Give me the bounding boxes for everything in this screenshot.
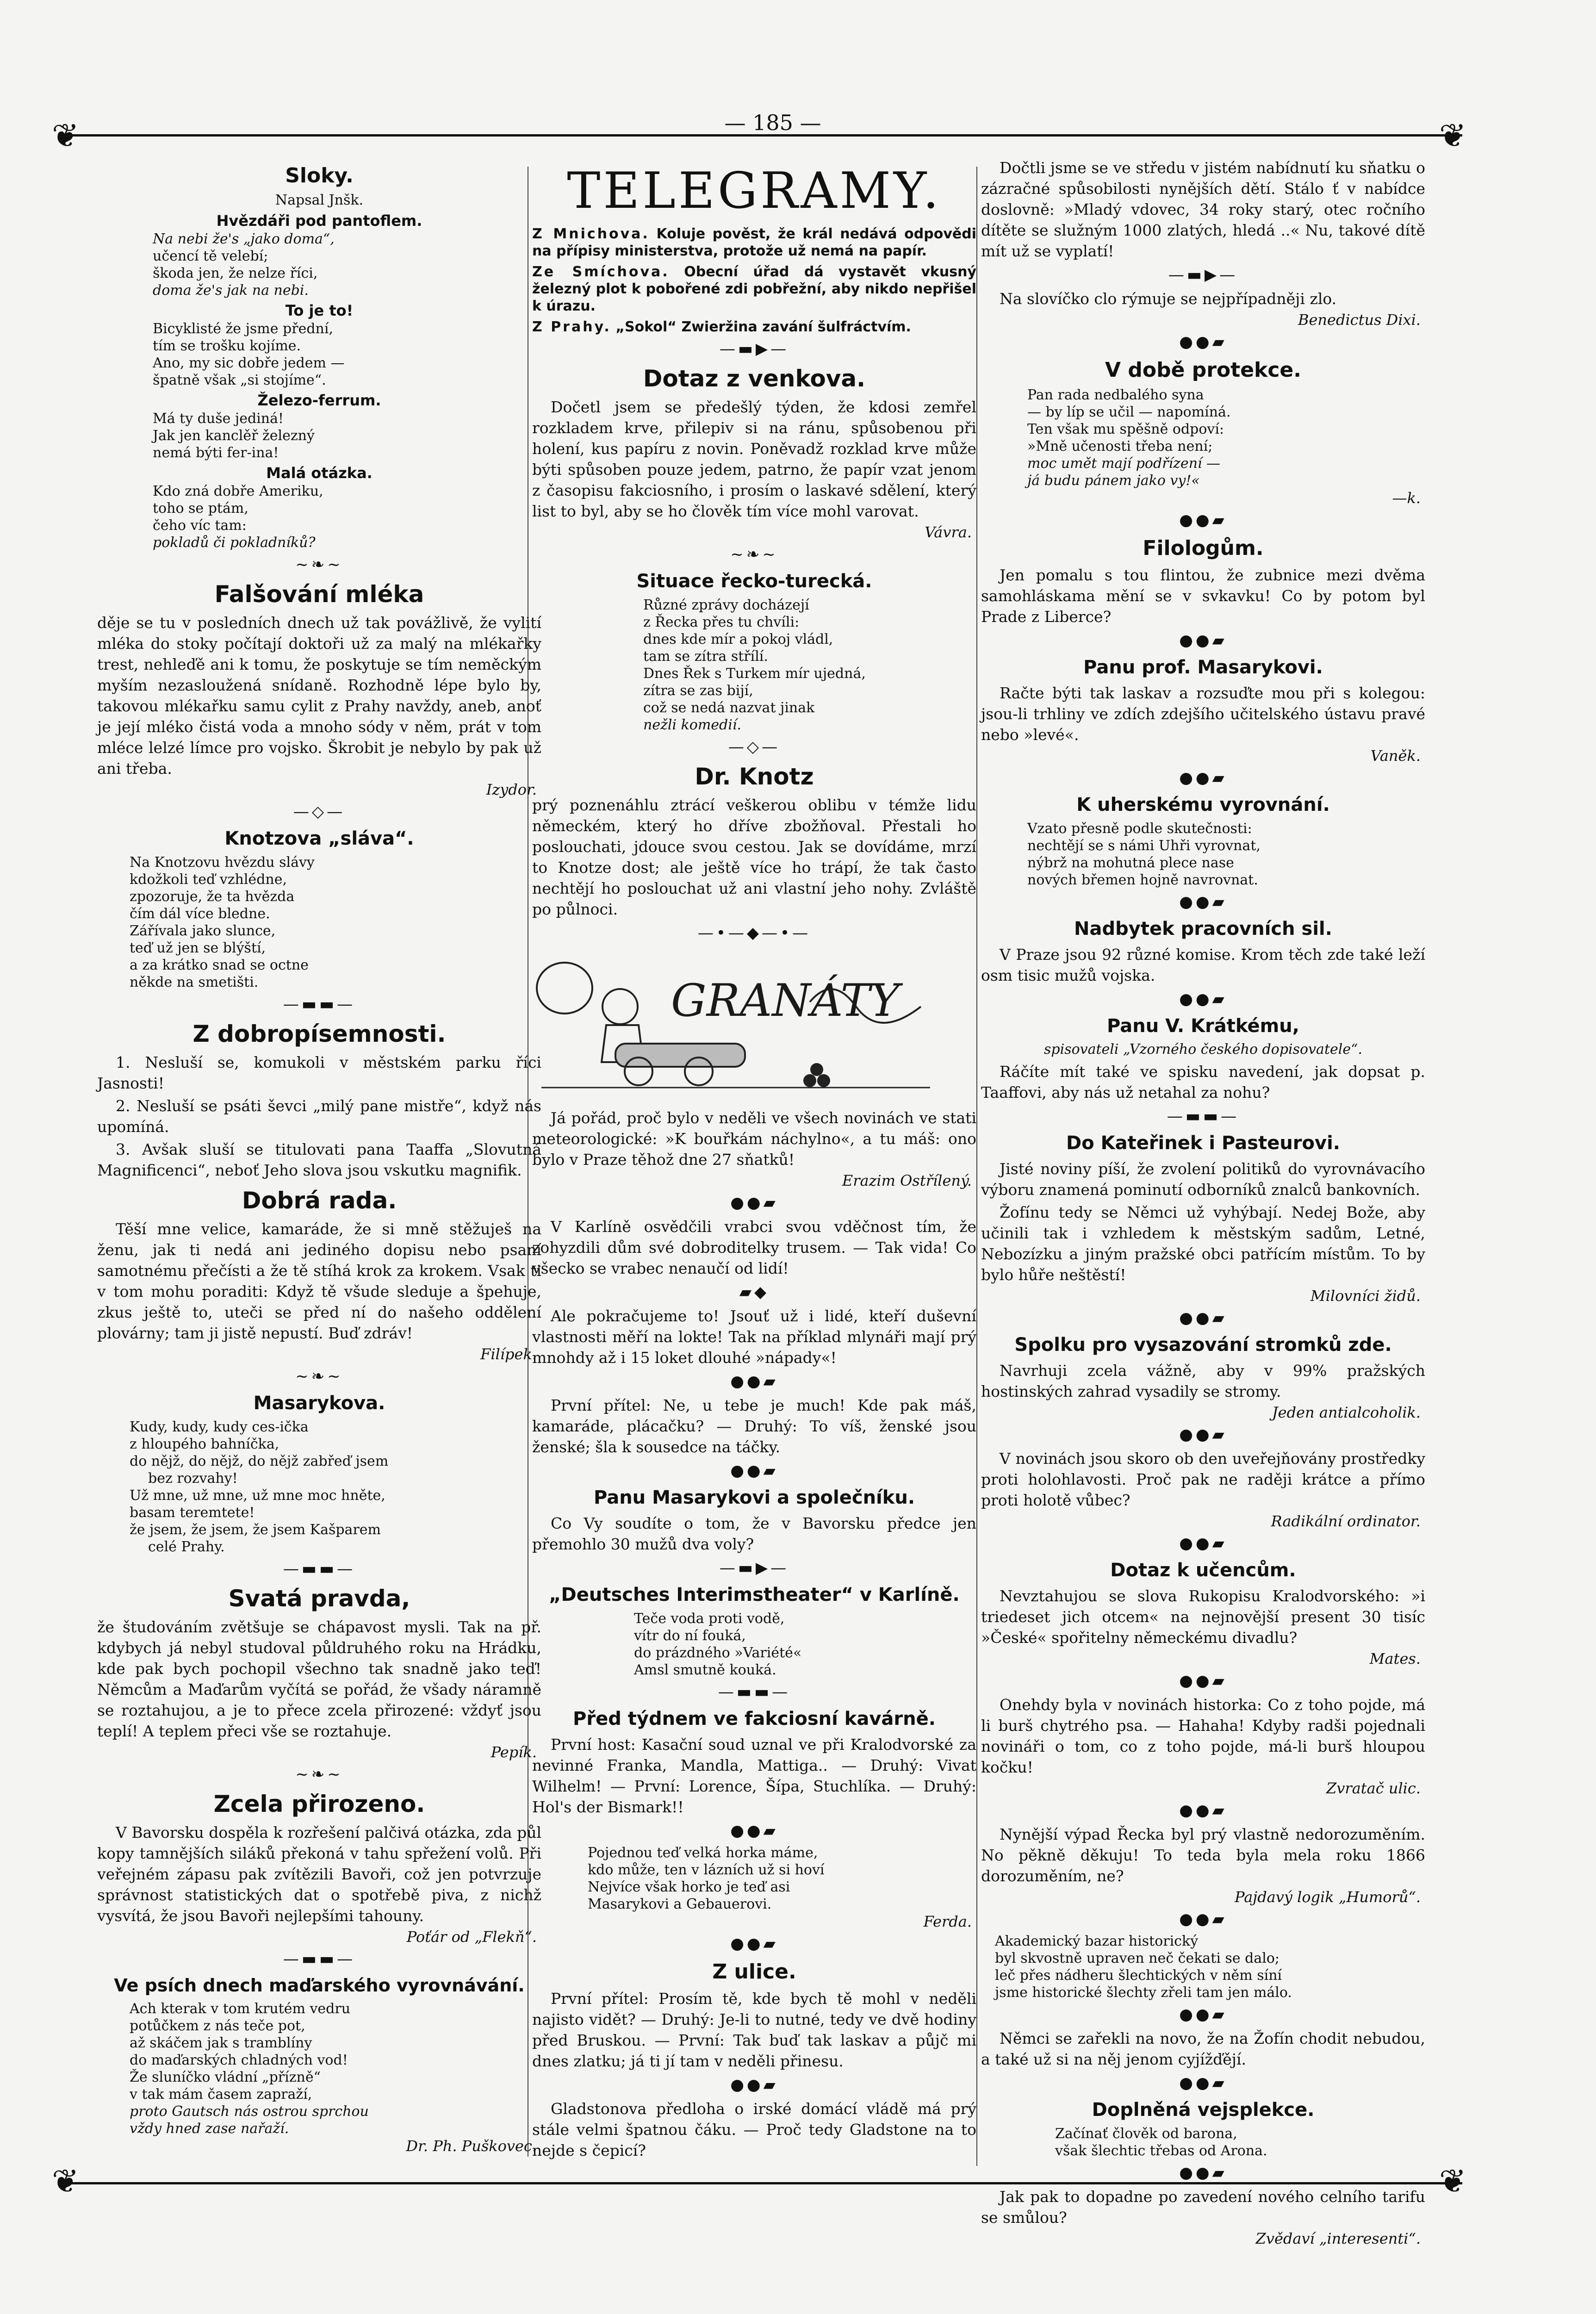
heading-masaryk-spolecniku: Panu Masarykovi a společníku. bbox=[593, 1487, 915, 1508]
signature: Mates. bbox=[1369, 1650, 1421, 1667]
heading-sloky: Sloky. bbox=[285, 164, 354, 187]
divider-ornament-icon: —▬▬— bbox=[1167, 1107, 1240, 1126]
byline: Napsal Jnšk. bbox=[275, 192, 364, 208]
grenade-ornament-icon: ●●▰ bbox=[1179, 2164, 1227, 2182]
signature: —k. bbox=[1392, 489, 1421, 507]
corner-ornament-icon: ❦ bbox=[1439, 117, 1466, 155]
divider-ornament-icon: —◇— bbox=[728, 738, 781, 756]
article-text: Co Vy soudíte o tom, že v Bavorsku předce jen přemohlo 30 mužů dva voly? bbox=[532, 1514, 976, 1553]
signature: Zvědaví „interesenti“. bbox=[1255, 2230, 1421, 2247]
article-text: Gladstonova předloha o irské domácí vládě má prý stále velmi špatnou čáku. — Proč tedy Gladstone na to nejde s čepicí? bbox=[532, 2100, 976, 2159]
heading-madarske: Ve psích dnech maďarského vyrovnávání. bbox=[114, 1975, 525, 1996]
divider-ornament-icon: ~❧~ bbox=[730, 545, 778, 564]
heading-mala-otazka: Malá otázka. bbox=[266, 464, 373, 482]
signature: Pepík. bbox=[491, 1743, 537, 1761]
divider-ornament-icon: —▬▶— bbox=[719, 1559, 789, 1577]
heading-prof-masaryk: Panu prof. Masarykovi. bbox=[1083, 657, 1323, 678]
article-text: V novinách jsou skoro ob den uveřejňovány prostředky proti holohlavosti. Proč pak ne raději krátce a přímo proti holotě vůbec? bbox=[981, 1449, 1425, 1509]
corner-ornament-icon: ❦ bbox=[52, 117, 79, 155]
granaty-label: GRANÁTY bbox=[671, 975, 900, 1026]
signature: Ferda. bbox=[923, 1913, 972, 1930]
verse: Teče voda proti vodě, vítr do ní fouká, do prázdného »Variété« Amsl smutně kouká. bbox=[634, 1611, 802, 1678]
article-text: prý poznenáhlu ztrácí veškerou oblibu v témže lidu německém, který ho dříve zbožňoval. Přestali ho poslouchati, jdouce svou cestou. Jak se dovídáme, mrzí to Knotze dost; ale ještě více ho trápí, že tak často nechtějí ho poslouchat už ani vlastní jeho nohy. Zvláště po půlnoci. bbox=[532, 796, 976, 918]
column-2 bbox=[532, 157, 976, 2163]
article-text: Onehdy byla v novinách historka: Co z toho pojde, má li burš chytrého psa. — Hahaha! Kdyby radši pojednali novináři o tom, co z toho pojde, má-li burš hloupou kočku! bbox=[981, 1696, 1425, 1776]
verse: Má ty duše jediná! Jak jen kanclěř železný nemá býti fer-ina! bbox=[153, 411, 315, 461]
signature: Dr. Ph. Puškovec. bbox=[406, 2137, 537, 2155]
heading-falsovani: Falšování mléka bbox=[214, 581, 424, 608]
verse: Ach kterak v tom krutém vedru potůčkem z nás teče pot, až skáčem jak s tramblíny do maďarských chladných vod! Že sluníčko vládní „přízně“ v tak mám časem zapraží, proto Gautsch nás ostrou sprchou vždy hned zase nařaží. bbox=[130, 2001, 369, 2137]
article-text: Němci se zařekli na novo, že na Žofín chodit nebudou, a také už si na něj jenom cyjížďějí. bbox=[981, 2029, 1425, 2068]
article-text: První host: Kasační soud uznal ve při Kralodvorské za nevinné Franka, Mandla, Mattiga.. — Druhý: Vivat Wilhelm! — První: Lorence, Šípa, Stuchlíka. — Druhý: Hol's der Bismark!! bbox=[532, 1736, 976, 1816]
grenade-ornament-icon: ●●▰ bbox=[1179, 893, 1227, 911]
heading-stromku: Spolku pro vysazování stromků zde. bbox=[1014, 1334, 1392, 1356]
grenade-ornament-icon: ●●▰ bbox=[1179, 1801, 1227, 1820]
heading-zelezo: Železo-ferrum. bbox=[257, 392, 381, 409]
article-text: Nynější výpad Řecka byl prý vlastně nedorozuměním. No pěkně děkuju! To teda byla mela roku 1866 dorozuměním, ne? bbox=[981, 1825, 1425, 1885]
heading-telegramy: TELEGRAMY. bbox=[567, 162, 942, 220]
corner-ornament-icon: ❦ bbox=[1439, 2162, 1466, 2200]
article-text: V Bavorsku dospěla k rozřešení palčivá otázka, zda půl kopy tamnějších siláků překoná v tahu spřežení volů. Při veřejném zápasu pak zvítězili Bavoři, což jen potvrzuje správnost statistických dat o spotřebě piva, z nichž vysvítá, že jsou Bavoři nejlepšími tahouny. bbox=[97, 1823, 541, 1925]
article-text: Žofínu tedy se Němci už vyhýbají. Nedej Bože, aby učinili tak i vzhledem k městským sadům, Letné, Nebozízku a jiným pražské obci patřícím místům. To by bylo hůře neštěstí! bbox=[981, 1203, 1425, 1284]
signature: Zvratač ulic. bbox=[1326, 1779, 1421, 1797]
divider-ornament-icon: —▬▬— bbox=[718, 1683, 791, 1701]
heading-situace: Situace řecko-turecká. bbox=[636, 571, 872, 592]
grenade-ornament-icon: ●●▰ bbox=[1179, 1910, 1227, 1928]
grenade-ornament-icon: ●●▰ bbox=[1179, 2005, 1227, 2024]
article-text: První přítel: Ne, u tebe je much! Kde pak máš, kamaráde, plácačku? — Druhý: To víš, ženské jsou ženské; šla k sousedce na táčky. bbox=[532, 1396, 976, 1456]
heading-zcela-prirozeno: Zcela přirozeno. bbox=[213, 1791, 425, 1817]
grenade-ornament-icon: ●●▰ bbox=[1179, 769, 1227, 787]
grenade-ornament-icon: ●●▰ bbox=[1179, 990, 1227, 1008]
verse: Na Knotzovu hvězdu slávy kdožkoli teď vzhlédne, zpozoruje, že ta hvězda čím dál více bledne. Zářívala jako slunce, teď už jen se blýští, a za krátko snad se octne někde na smetišti. bbox=[130, 854, 315, 990]
article-text: 1. Nesluší se, komukoli v městském parku říci Jasnosti! bbox=[97, 1053, 541, 1092]
divider-ornament-icon: —▬▬— bbox=[283, 1560, 356, 1578]
heading-masarykova: Masarykova. bbox=[253, 1393, 385, 1414]
heading-filologum: Filologům. bbox=[1143, 536, 1264, 560]
column-1 bbox=[97, 157, 541, 2158]
grenade-ornament-icon: ●●▰ bbox=[730, 2076, 778, 2094]
divider-ornament-icon: —•—◆—•— bbox=[697, 924, 811, 942]
grenade-ornament-icon: ●●▰ bbox=[730, 1462, 778, 1480]
divider-ornament-icon: ~❧~ bbox=[295, 1367, 343, 1386]
telegram: Ze Smíchova. Obecní úřad dá vystavět vkusný železný plot k pobořené zdi pobřežní, aby nikdo nepřišel k úrazu. bbox=[532, 264, 977, 314]
heading-z-ulice: Z ulice. bbox=[712, 1960, 796, 1984]
heading-dotaz: Dotaz z venkova. bbox=[643, 365, 866, 392]
grenade-ornament-icon: ●●▰ bbox=[1179, 1309, 1227, 1327]
column-rule bbox=[976, 167, 977, 2166]
article-text: děje se tu v posledních dnech už tak povážlivě, že vylití mléka do stoky počítají doktoři už za malý na mlékařky trest, nehleďě ani k tomu, že poskytuje se tím neměckým myším nezasloužená snídaně. Rozhodně lépe bylo by, takovou mlékařku samu cylit z Prahy navždy, aneb, anoť je její mléko čistá voda a mnoho sódy v něm, prát v tom mléce lelzé límce pro vojsko. Škrobit je nebylo by pak už ani třeba. bbox=[97, 614, 541, 778]
article-text: Dočtli jsme se ve středu v jistém nabídnutí ku sňatku o zázračné spůsobilosti nynějších dětí. Stálo ť v nabídce doslovně: »Mladý vdovec, 34 roky starý, otec ročního dítěte se služným 1000 zlatých, hledá ..« Nu, takové dítě mít už se vyplatí! bbox=[981, 159, 1425, 260]
article-text: První přítel: Prosím tě, kde bych tě mohl v neděli najisto vidět? — Druhý: Je-li to nutné, tedy ve dvě hodiny před Bruskou. — První: Tak buď tak laskav a půjč mi dnes zlatku; já ti jí tam v neděli přinesu. bbox=[532, 1990, 976, 2070]
subtitle: spisovateli „Vzorného českého dopisovatele“. bbox=[1044, 1041, 1362, 1057]
signature: Poťár od „Flekň“. bbox=[406, 1928, 537, 1946]
signature: Erazim Ostřílený. bbox=[842, 1172, 972, 1189]
article-text: Ráčíte mít také ve spisku navedení, jak dopsat p. Taaffovi, aby nás už netahal za nohu? bbox=[981, 1063, 1425, 1101]
divider-ornament-icon: —▬▬— bbox=[283, 1950, 356, 1968]
grenade-ornament-icon: ●●▰ bbox=[1179, 511, 1227, 529]
heading-vejsplekce: Doplněná vejsplekce. bbox=[1092, 2099, 1315, 2121]
article-text: Ale pokračujeme to! Jsouť už i lidé, kteří duševní vlastnosti měří na lokte! Tak na příklad mlynáři mají prý mnohdy až i 15 loket dlouhé »nápady«! bbox=[532, 1307, 976, 1367]
article-text: Nevztahujou se slova Rukopisu Kralodvorského: »i triedeset jich otcem« na nejnovější present 30 tisíc »České« spořitelny německému divadlu? bbox=[981, 1587, 1425, 1647]
divider-ornament-icon: —◇— bbox=[293, 802, 346, 821]
grenade-ornament-icon: ●●▰ bbox=[1179, 2074, 1227, 2092]
article-text: Dočetl jsem se předešlý týden, že kdosi zemřel rozkladem krve, přilepiv si na ránu, spůsobenou při holení, kus papíru z novin. Poněvadž rozklad krve může býti spůsoben pouze jedem, patrno, že papír vzat jenom z časopisu fakciosního, i prosím o laskavé sdělení, který list to byl, aby se ho člověk tím více mohl varovat. bbox=[532, 398, 976, 520]
verse: Pan rada nedbalého syna — by líp se učil — napomíná. Ten však mu spěšně odpoví: »Mně učenosti třeba není; moc umět mají podřízení — já budu pánem jako vy!« bbox=[1027, 387, 1231, 489]
grenade-ornament-icon: ▰◆ bbox=[739, 1283, 770, 1301]
heading-knotzova: Knotzova „sláva“. bbox=[224, 828, 414, 849]
column-3 bbox=[981, 157, 1425, 2250]
heading-hvezdari: Hvězdáři pod pantoflem. bbox=[216, 212, 422, 230]
corner-ornament-icon: ❦ bbox=[52, 2162, 79, 2200]
article-text: Račte býti tak laskav a rozsuďte mou při s kolegou: jsou-li trhliny ve zdích zdejšího učitelského ústavu pravé nebo »levé«. bbox=[981, 684, 1425, 744]
grenade-ornament-icon: ●●▰ bbox=[730, 1372, 778, 1391]
heading-protekce: V době protekce. bbox=[1105, 358, 1301, 382]
grenade-ornament-icon: ●●▰ bbox=[730, 1935, 778, 1953]
article-text: V Karlíně osvědčili vrabci svou vděčnost tím, že zohyzdili dům své dobroditelky trusem. — Tak vida! Co všecko se vrabec nenaučí od lidí! bbox=[532, 1218, 976, 1277]
grenade-ornament-icon: ●●▰ bbox=[730, 1194, 778, 1212]
divider-ornament-icon: —▬▶— bbox=[719, 340, 789, 358]
article-text: Jisté noviny píší, že zvolení politiků do vyrovnávacího výboru znamená pominutí odborníků znalců bankovních. bbox=[981, 1160, 1425, 1199]
heading-dobra-rada: Dobrá rada. bbox=[242, 1187, 397, 1214]
verse: Začínať člověk od barona, však šlechtic třebas od Arona. bbox=[1055, 2126, 1267, 2159]
telegram: Z Prahy. „Sokol“ Zwieržina zavání šulfráctvím. bbox=[532, 319, 911, 335]
article-text: Navrhuji zcela vážně, aby v 99% pražských hostinských zahrad vysadily se stromy. bbox=[981, 1362, 1425, 1400]
verse: Různé zprávy docházejí z Řecka přes tu chvíli: dnes kde mír a pokoj vládl, tam se zítra střílí. Dnes Řek s Turkem mír ujedná, zítra se zas bijí, což se nedá nazvat jinak nežli komedií. bbox=[643, 597, 866, 733]
heading-to-je-to: To je to! bbox=[285, 302, 354, 319]
grenade-ornament-icon: ●●▰ bbox=[1179, 1534, 1227, 1553]
verse: Akademický bazar historický byl skvostně upraven neč čekati se dalo; leč přes nádheru šlechtických v něm síní jsme historické šlechty zřeli tam jen málo. bbox=[995, 1933, 1292, 2001]
article-text: Na slovíčko clo rýmuje se nejpřípadněji zlo. bbox=[1000, 290, 1337, 308]
verse: Pojednou teď velká horka máme, kdo může, ten v lázních už si hoví Nejvíce však horko je teď asi Masarykovi a Gebauerovi. bbox=[588, 1845, 825, 1912]
article-text: 3. Avšak sluší se titulovati pana Taaffa „Slovutná Magnificenci“, neboť Jeho slova jsou vskutku magnifik. bbox=[97, 1140, 541, 1179]
granaty-illustration bbox=[532, 956, 939, 1095]
article-text: Jen pomalu s tou flintou, že zubnice mezi dvěma samohláskama mění se v svkavku! Co by potom byl Prade z Liberce? bbox=[981, 566, 1425, 626]
heading-dobropisemnosti: Z dobropísemnosti. bbox=[193, 1020, 446, 1047]
verse: Bicyklisté že jsme přední, tím se trošku kojíme. Ano, my sic dobře jedem — špatně však „si stojíme“. bbox=[153, 321, 345, 388]
signature: Vaněk. bbox=[1370, 747, 1421, 765]
heading-nadbytek: Nadbytek pracovních sil. bbox=[1074, 918, 1332, 939]
signature: Pajdavý logik „Humorů“. bbox=[1235, 1888, 1421, 1906]
signature: Jeden antialcoholik. bbox=[1272, 1404, 1421, 1421]
signature: Milovníci židů. bbox=[1310, 1287, 1421, 1305]
divider-ornament-icon: ~❧~ bbox=[295, 1765, 343, 1784]
verse: Kudy, kudy, kudy ces-ička z hloupého bahníčka, do nějž, do nějž, do nějž zabřeď jsem bez rozvahy! Už mne, už mne, už mne moc hněte, basam teremtete! že jsem, že jsem, že jsem Kašparem celé Prahy. bbox=[130, 1419, 389, 1555]
article-text: Jak pak to dopadne po zavedení nového celního tarifu se smůlou? bbox=[981, 2188, 1425, 2227]
grenade-ornament-icon: ●●▰ bbox=[1179, 333, 1227, 351]
divider-ornament-icon: —▬▬— bbox=[283, 995, 356, 1014]
grenade-ornament-icon: ●●▰ bbox=[1179, 631, 1227, 650]
verse: Kdo zná dobře Ameriku, toho se ptám, čeho víc tam: pokladů či pokladníků? bbox=[153, 483, 323, 551]
heading-katerinek: Do Kateřinek i Pasteurovi. bbox=[1066, 1132, 1340, 1154]
divider-ornament-icon: —▬▶— bbox=[1168, 266, 1238, 284]
page-number: — 185 — bbox=[724, 110, 821, 135]
grenade-ornament-icon: ●●▰ bbox=[1179, 1672, 1227, 1690]
signature: Izydor. bbox=[486, 781, 537, 798]
heading-uherske: K uherskému vyrovnání. bbox=[1076, 794, 1330, 815]
heading-deutsches: „Deutsches Interimstheater“ v Karlíně. bbox=[549, 1584, 960, 1605]
heading-tydnem: Před týdnem ve fakciosní kavárně. bbox=[573, 1708, 936, 1729]
divider-ornament-icon: ~❧~ bbox=[295, 555, 343, 574]
article-text: Já pořád, proč bylo v neděli ve všech novinách ve stati meteorologické: »K bouřkám náchylno«, a tu máš: ono bylo v Praze těhož dne 27 sňatků! bbox=[532, 1109, 976, 1169]
verse: Vzato přesně podle skutečnosti: nechtějí se s námi Uhři vyrovnat, nýbrž na mohutná plece nase nových břemen hojně navrovnat. bbox=[1027, 821, 1261, 888]
signature: Benedictus Dixi. bbox=[1298, 311, 1421, 329]
article-text: Těší mne velice, kamaráde, že si mně stěžuješ na ženu, jak ti nedá ani jediného dopisu nebo psaní samotnému přečísti a že tě stíhá krok za krokem. Vsak ti v tom mohu poraditi: Když tě všude sleduje a špehuje, zkus ještě to, uteči se před ní do našeho oddělení plovárny; tam ji jistě nepustí. Buď zdráv! bbox=[97, 1220, 541, 1342]
article-text: V Praze jsou 92 různé komise. Krom těch zde také leží osm tisic mužů vojska. bbox=[981, 946, 1425, 984]
verse: Na nebi že's „jako doma“, učencí tě velebí; škoda jen, že nelze říci, doma že's jak na nebi. bbox=[153, 231, 335, 299]
heading-knotz: Dr. Knotz bbox=[695, 763, 814, 790]
signature: Radikální ordinator. bbox=[1271, 1512, 1421, 1530]
signature: Filípek. bbox=[480, 1345, 537, 1363]
heading-ucencum: Dotaz k učencům. bbox=[1110, 1560, 1296, 1581]
heading-svata-pravda: Svatá pravda, bbox=[228, 1585, 410, 1612]
grenade-ornament-icon: ●●▰ bbox=[1179, 1425, 1227, 1444]
article-text: že študováním zvětšuje se chápavost mysli. Tak na př. kdybych já nebyl studoval půldruhého roku na Hrádku, kde pak bych pochopil všechno tak snadně jako teď! Němcům a Maďarům vyčítá se pořád, že všady náramně se roztahujou, a je to přece zcela přirozené: vždyť jsou teplí! A teplem přeci vše se roztahuje. bbox=[97, 1618, 541, 1740]
signature: Vávra. bbox=[925, 523, 972, 541]
heading-kratkemu: Panu V. Krátkému, bbox=[1107, 1015, 1299, 1037]
article-text: 2. Nesluší se psáti ševci „milý pane mistře“, když nás upomíná. bbox=[97, 1097, 541, 1136]
grenade-ornament-icon: ●●▰ bbox=[730, 1822, 778, 1840]
telegram: Z Mnichova. Koluje pověst, že král nedává odpovědi na přípisy ministerstva, protože už nemá na papír. bbox=[532, 226, 976, 259]
